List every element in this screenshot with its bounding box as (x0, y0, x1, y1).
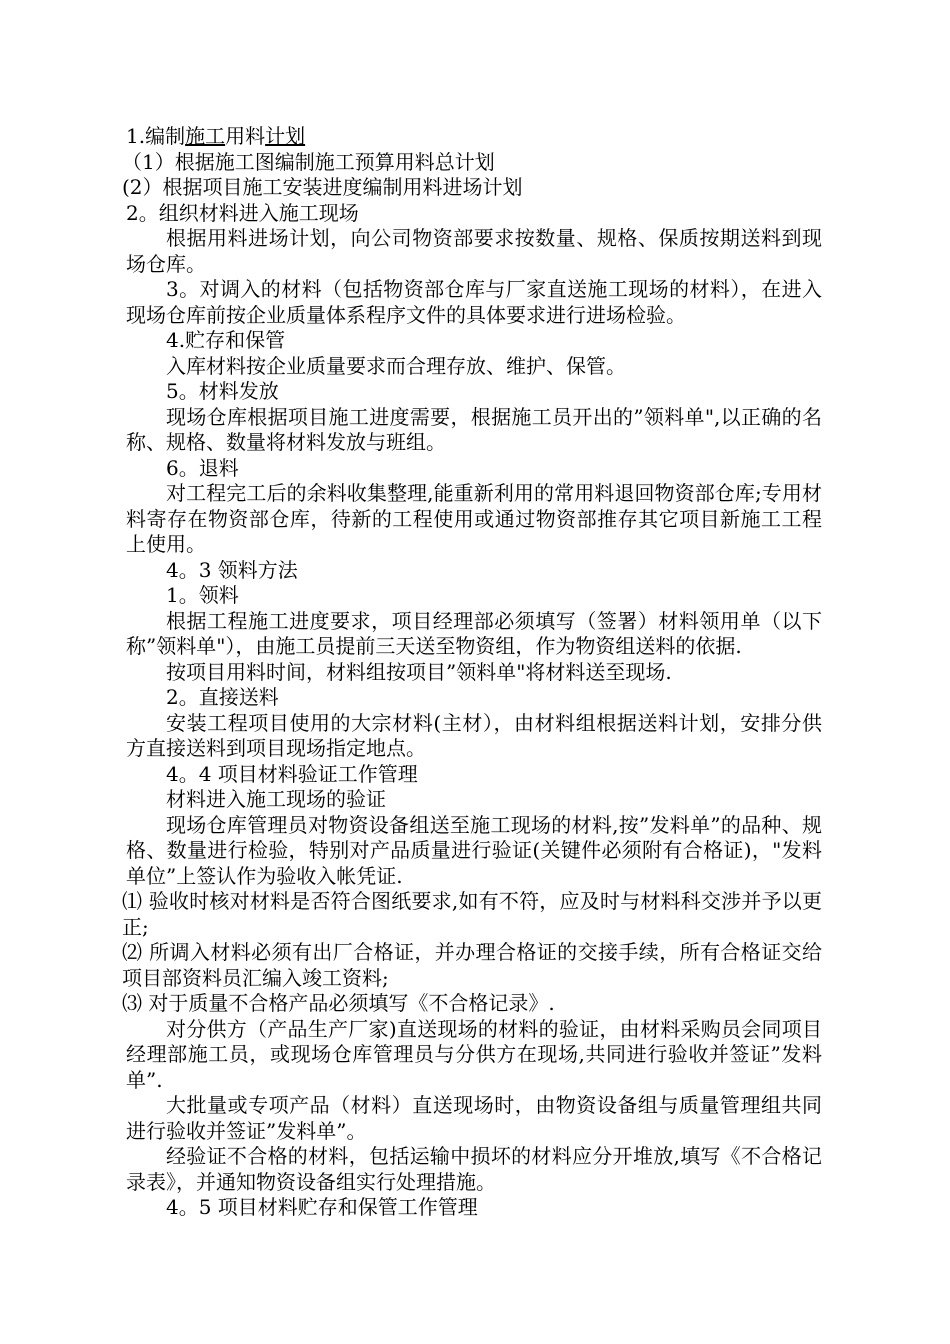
paragraph: 现场仓库根据项目施工进度需要，根据施工员开出的”领料单",以正确的名称、规格、数量将材料发放与班组。 (126, 404, 822, 454)
section-heading-4-5: 4。5 项目材料贮存和保管工作管理 (166, 1195, 478, 1219)
paragraph: 入库材料按企业质量要求而合理存放、维护、保管。 (166, 353, 626, 378)
section-heading-1 (126, 124, 822, 150)
heading-1-underlined-2: 计划 (265, 124, 306, 148)
paragraph: 对工程完工后的余料收集整理,能重新利用的常用料退回物资部仓库;专用材料寄存在物资部仓库，待新的工程使用或通过物资部推存其它项目新施工工程上使用。 (126, 481, 822, 556)
section-heading-6: 6。退料 (166, 455, 239, 480)
paragraph: 3。对调入的材料（包括物资部仓库与厂家直送施工现场的材料），在进入现场仓库前按企业质量体系程序文件的具体要求进行进场检验。 (126, 277, 822, 327)
paragraph: （1）根据施工图编制施工预算用料总计划 (122, 149, 495, 174)
subsection-heading-1: 1。领料 (166, 583, 239, 607)
list-item: ⑴ 验收时核对材料是否符合图纸要求,如有不符，应及时与材料科交涉并予以更正; (122, 889, 822, 939)
document-body (122, 124, 822, 1221)
heading-1-prefix: 1.编制 (126, 124, 186, 148)
section-heading-2: 2。组织材料进入施工现场 (126, 200, 359, 225)
paragraph: 大批量或专项产品（材料）直送现场时，由物资设备组与质量管理组共同进行验收并签证”发料单”。 (126, 1093, 822, 1143)
list-item: ⑵ 所调入材料必须有出厂合格证，并办理合格证的交接手续，所有合格证交给项目部资料员汇编入竣工资料; (122, 940, 822, 990)
paragraph: 安装工程项目使用的大宗材料(主材），由材料组根据送料计划，安排分供方直接送料到项目现场指定地点。 (126, 710, 822, 760)
subsection-heading-2: 2。直接送料 (166, 685, 279, 709)
list-item: ⑶ 对于质量不合格产品必须填写《不合格记录》. (122, 991, 555, 1015)
section-heading-4: 4.贮存和保管 (166, 328, 286, 352)
heading-1-underlined-1: 施工 (185, 124, 226, 148)
paragraph: (2）根据项目施工安装进度编制用料进场计划 (122, 175, 523, 199)
section-heading-4-3: 4。3 领料方法 (166, 557, 298, 582)
section-heading-5: 5。材料发放 (166, 379, 279, 403)
paragraph: 材料进入施工现场的验证 (166, 787, 386, 811)
paragraph: 对分供方（产品生产厂家)直送现场的材料的验证，由材料采购员会同项目经理部施工员，或现场仓库管理员与分供方在现场,共同进行验收并签证”发料单”. (126, 1016, 822, 1092)
paragraph: 经验证不合格的材料，包括运输中损坏的材料应分开堆放,填写《不合格记录表》，并通知物资设备组实行处理措施。 (126, 1144, 822, 1194)
section-heading-4-4: 4。4 项目材料验证工作管理 (166, 761, 418, 786)
heading-1-mid: 用料 (225, 124, 266, 148)
paragraph: 按项目用料时间，材料组按项目”领料单"将材料送至现场. (166, 659, 672, 684)
paragraph: 根据用料进场计划，向公司物资部要求按数量、规格、保质按期送料到现场仓库。 (126, 226, 822, 276)
paragraph: 现场仓库管理员对物资设备组送至施工现场的材料,按”发料单”的品种、规格、数量进行检验，特别对产品质量进行验证(关键件必须附有合格证)，"发料单位”上签认作为验收入帐凭证. (126, 812, 822, 888)
paragraph: 根据工程施工进度要求，项目经理部必须填写（签署）材料领用单（以下称”领料单"），由施工员提前三天送至物资组，作为物资组送料的依据. (126, 608, 822, 658)
